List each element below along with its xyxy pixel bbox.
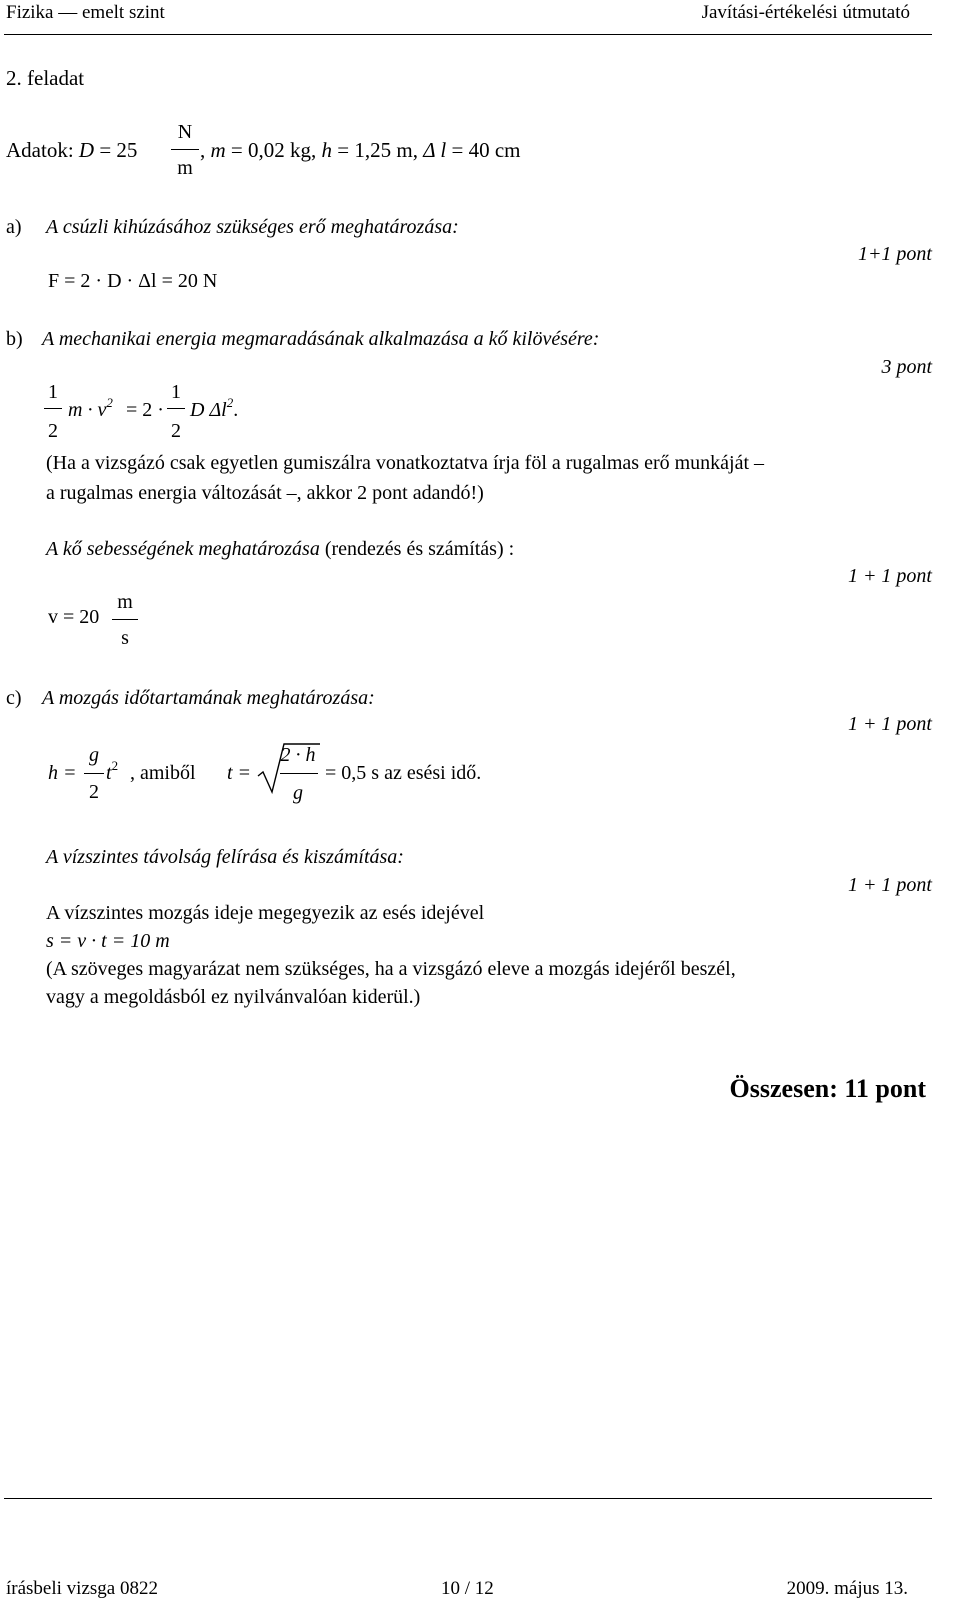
part-d-line1: A vízszintes mozgás ideje megegyezik az esés idejével — [46, 902, 485, 924]
part-b-note-1: (Ha a vizsgázó csak egyetlen gumiszálra vonatkoztatva írja föl a rugalmas erő munkáját – — [46, 452, 765, 474]
part-d-note-2: vagy a megoldásból ez nyilvánvalóan kiderül.) — [46, 986, 421, 1008]
part-a-points: 1+1 pont — [857, 243, 932, 265]
data-unit-bar — [171, 149, 199, 150]
speed-lhs: v = 20 — [48, 606, 100, 628]
data-dl-val: = 40 cm — [446, 138, 521, 162]
data-line-rest — [200, 138, 520, 163]
part-d-title: A vízszintes távolság felírása és kiszámítása: — [46, 846, 404, 868]
eq-half-den-1: 2 — [48, 420, 58, 442]
data-d-eq: = 25 — [94, 138, 138, 162]
fall-t: t — [106, 762, 112, 784]
eq-half-bar-2 — [167, 408, 185, 409]
part-c-points: 1 + 1 pont — [847, 713, 932, 735]
eq-end: . — [233, 399, 239, 421]
part-b-points: 3 pont — [881, 356, 932, 378]
part-a-label: a) — [6, 216, 22, 238]
eq-half-num-2: 1 — [171, 381, 181, 403]
part-b-label: b) — [6, 328, 23, 350]
fall-result: = 0,5 s az esési idő. — [325, 762, 482, 784]
fall-t-eq: t = — [227, 762, 252, 784]
part-d-points: 1 + 1 pont — [847, 874, 932, 896]
part-d-note-1: (A szöveges magyarázat nem szükséges, ha a vizsgázó eleve a mozgás idejéről beszél, — [46, 958, 736, 980]
speed-title-italic: A kő sebességének meghatározása — [46, 538, 320, 560]
part-c-label: c) — [6, 687, 22, 709]
header-rule — [4, 34, 932, 35]
fall-t-sq — [106, 758, 119, 785]
data-unit-num: N — [177, 121, 193, 143]
eq-rhs — [190, 395, 239, 422]
footer-page: 10 / 12 — [441, 1578, 494, 1599]
speed-title-rest: (rendezés és számítás) : — [319, 538, 515, 560]
eq-rhs-sq: 2 — [226, 395, 234, 410]
data-h-val: = 1,25 m, — [332, 138, 424, 162]
speed-unit-num: m — [117, 591, 133, 613]
part-a-formula: F = 2 · D · Δl = 20 N — [48, 270, 218, 292]
part-d-formula: s = v · t = 10 m — [46, 930, 170, 952]
eq-lhs-sq: 2 — [106, 395, 113, 410]
footer-rule — [4, 1498, 932, 1499]
speed-unit-den: s — [121, 627, 129, 649]
task-title: 2. feladat — [6, 66, 85, 90]
fall-frac-bar — [84, 773, 104, 774]
part-c-title: A mozgás időtartamának meghatározása: — [42, 687, 375, 709]
part-b-note-2: a rugalmas energia változását –, akkor 2 pont adandó!) — [46, 482, 484, 504]
eq-half-num-1: 1 — [48, 381, 58, 403]
fall-two-den: 2 — [89, 781, 99, 803]
eq-lhs-text: m · v — [68, 399, 107, 421]
eq-half-bar-1 — [44, 408, 62, 409]
fall-g-den: g — [293, 782, 303, 804]
data-prefix: Adatok: — [6, 138, 74, 162]
part-b-title: A mechanikai energia megmaradásának alkalmazása a kő kilövésére: — [42, 328, 600, 350]
eq-lhs — [68, 395, 113, 422]
footer-right: 2009. május 13. — [786, 1578, 908, 1599]
fall-2h-num: 2 · h — [280, 744, 316, 766]
data-m-val: = 0,02 kg, — [225, 138, 322, 162]
data-d-var: D — [78, 138, 95, 162]
eq-rhs-text: D Δl — [190, 399, 227, 421]
data-m-var: m — [210, 138, 226, 162]
fall-sq: 2 — [111, 758, 119, 773]
data-unit-den: m — [177, 157, 193, 179]
data-h-var: h — [321, 138, 333, 162]
speed-unit-bar — [112, 619, 138, 620]
header-right: Javítási-értékelési útmutató — [701, 2, 910, 23]
footer-left: írásbeli vizsga 0822 — [6, 1578, 158, 1599]
speed-title — [46, 538, 514, 561]
data-dl-var: Δ l — [423, 138, 447, 162]
fall-g-num: g — [89, 744, 99, 766]
part-a-title: A csúzli kihúzásához szükséges erő meghatározása: — [46, 216, 459, 238]
header-left: Fizika — emelt szint — [6, 2, 165, 23]
eq-mid: = 2 · — [126, 399, 164, 421]
data-line — [6, 138, 137, 163]
total-points: Összesen: 11 pont — [729, 1074, 926, 1103]
fall-amibol: , amiből — [130, 762, 196, 784]
data-sep: , — [200, 138, 211, 162]
fall-sqrt-bar — [280, 773, 318, 774]
eq-half-den-2: 2 — [171, 420, 181, 442]
fall-h-eq: h = — [48, 762, 77, 784]
speed-points: 1 + 1 pont — [847, 565, 932, 587]
